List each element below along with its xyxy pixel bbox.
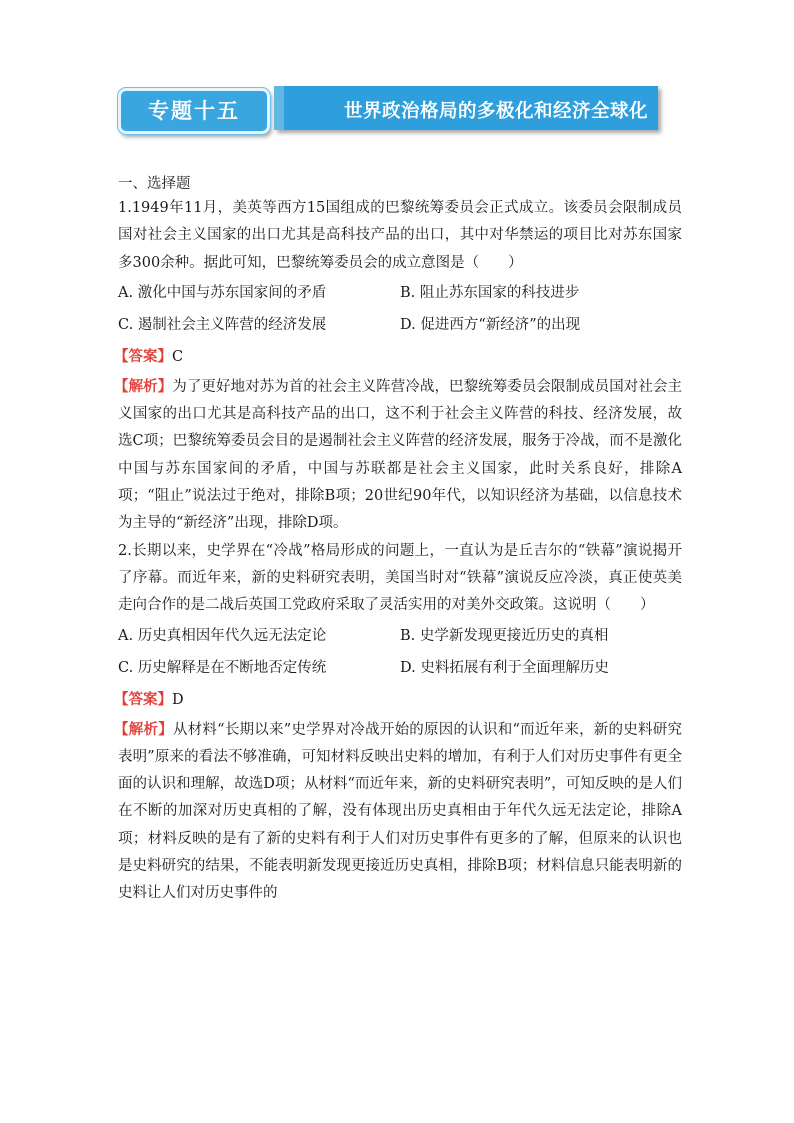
option-b: B. 阻止苏东国家的科技进步: [400, 284, 580, 301]
section-heading: 一、选择题: [118, 176, 191, 192]
analysis-label: 【解析】: [114, 720, 173, 738]
option-c: C. 遏制社会主义阵营的经济发展: [118, 316, 327, 333]
option-b: B. 史学新发现更接近历史的真相: [400, 627, 609, 644]
question-2-stem: 2.长期以来，史学界在“冷战”格局形成的问题上，一直认为是丘吉尔的“铁幕”演说揭开了序幕。而近年来，新的史料研究表明，美国当时对“铁幕”演说反应冷淡，真正使英美走向合作的是二战后英国工党政府采取了灵活实用的对美外交政策。这说明（ ）: [118, 542, 682, 614]
question-2-options-row-1: [118, 620, 682, 652]
answer-label: 【答案】: [114, 690, 172, 708]
question-1-analysis: [114, 373, 682, 538]
question-2-answer: [114, 684, 682, 716]
document-body: [114, 173, 682, 908]
question-1-options-row-1: [118, 277, 682, 309]
topic-badge: 专题十五: [118, 88, 270, 134]
question-1-options-row-2: [118, 309, 682, 341]
option-a: A. 历史真相因年代久远无法定论: [118, 627, 327, 644]
question-1-answer: [114, 341, 682, 373]
analysis-text: 从材料“长期以来”史学界对冷战开始的原因的认识和“而近年来，新的史料研究表明”原来的看法不够准确，可知材料反映出史料的增加，有利于人们对历史事件有更全面的认识和理解，故选D项；从材料“而近年来，新的史料研究表明”，可知反映的是人们在不断的加深对历史真相的了解，没有体现出历史真相由于年代久远无法定论，排除A项；材料反映的是有了新的史料有利于人们对历史事件有更多的了解，但原来的认识也是史料研究的结果，不能表明新发现更接近历史真相，排除B项；材料信息只能表明新的史料让人们对历史事件的: [118, 721, 682, 902]
option-c: C. 历史解释是在不断地否定传统: [118, 659, 327, 676]
question-2-analysis: [114, 716, 682, 908]
page-title: 世界政治格局的多极化和经济全球化: [274, 86, 658, 130]
answer-value: C: [172, 348, 184, 365]
analysis-text: 为了更好地对苏为首的社会主义阵营冷战，巴黎统筹委员会限制成员国对社会主义国家的出口尤其是高科技产品的出口，这不利于社会主义阵营的科技、经济发展，故选C项；巴黎统筹委员会目的是遏制社会主义阵营的经济发展，服务于冷战，而不是激化中国与苏东国家间的矛盾，中国与苏联都是社会主义国家，此时关系良好，排除A项；“阻止”说法过于绝对，排除B项；20世纪90年代，以知识经济为基础，以信息技术为主导的“新经济”出现，排除D项。: [118, 378, 682, 532]
question-1-stem: 1.1949年11月，美英等西方15国组成的巴黎统筹委员会正式成立。该委员会限制成员国对社会主义国家的出口尤其是高科技产品的出口，其中对华禁运的项目比对苏东国家多300余种。据此可知，巴黎统筹委员会的成立意图是（ ）: [118, 200, 682, 271]
option-d: D. 促进西方“新经济”的出现: [400, 316, 581, 333]
option-a: A. 激化中国与苏东国家间的矛盾: [118, 284, 327, 301]
option-d: D. 史料拓展有利于全面理解历史: [400, 659, 609, 676]
answer-label: 【答案】: [114, 347, 172, 365]
analysis-label: 【解析】: [114, 377, 173, 395]
answer-value: D: [172, 691, 184, 708]
question-2-options-row-2: [118, 652, 682, 684]
